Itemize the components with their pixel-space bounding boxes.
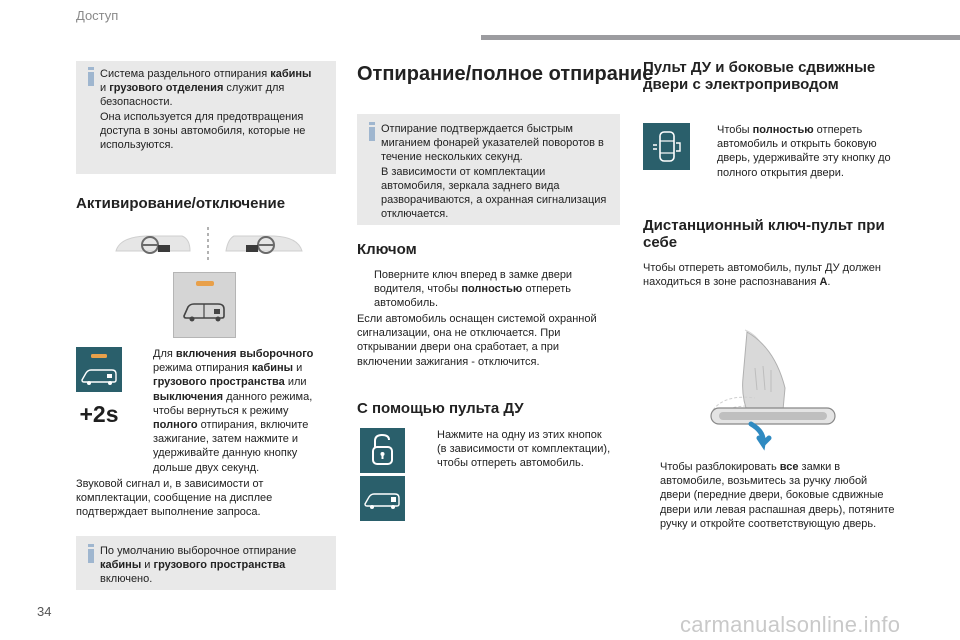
van-side-door-icon — [643, 123, 690, 170]
dashboard-icon — [110, 225, 306, 265]
bullet-remote: Нажмите на одну из этих кнопок (в зависимости от комплектации), чтобы отпереть автомобиль. — [437, 429, 611, 470]
bullet-sliding-door: Чтобы полностью отпереть автомобиль и открыть боковую дверь, удерживайте эту кнопку до полного открытия двери. — [717, 124, 891, 179]
bullet-activation: Для включения выборочного режима отпирания кабины и грузового пространства или выключения данного режима, чтобы вернуться к режиму полного отпирания, включите зажигание, затем нажмите и удерживайте данную кнопку дольше двух секунд. — [153, 348, 314, 474]
info-icon — [369, 122, 375, 141]
note-unlocking: Отпирание подтверждается быстрым миганием фонарей указателей поворотов в течение нескольких секунд. В зависимости от комплектации автомобиля, зеркала заднего вида разворачиваются, а охранная сигнализация отключается. — [357, 114, 620, 225]
page-number: 34 — [37, 604, 52, 619]
heading-unlocking: Отпирание/полное отпирание — [357, 63, 654, 85]
info-icon — [88, 544, 94, 563]
heading-activation: Активирование/отключение — [76, 195, 286, 212]
van-lock-icon — [360, 476, 405, 521]
paragraph-confirmation: Звуковой сигнал и, в зависимости от комплектации, сообщение на дисплее подтверждает выполнение запроса. — [76, 478, 273, 519]
heading-hands-free: Дистанционный ключ-пульт при себе — [643, 217, 885, 251]
note-top: Система раздельного отпирания кабины и грузового отделения служит для безопасности. Она используется для предотвращения доступа в зоны автомобиля, которые не используются. — [76, 61, 336, 174]
sliding-door-button-tile — [643, 123, 690, 170]
remote-unlock-button-tile — [360, 428, 405, 473]
padlock-open-icon — [360, 428, 405, 473]
hold-2-seconds-badge: +2s — [79, 401, 119, 427]
header-bar — [481, 35, 960, 40]
paragraph-detection-zone: Чтобы отпереть автомобиль, пульт ДУ должен находиться в зоне распознавания A. — [643, 262, 881, 289]
heading-remote: С помощью пульта ДУ — [357, 400, 524, 417]
heading-key: Ключом — [357, 241, 417, 258]
van-lock-icon — [174, 273, 235, 337]
selective-unlock-button-panel — [173, 272, 236, 338]
selective-unlock-button-tile — [76, 347, 122, 392]
van-lock-icon — [76, 347, 122, 392]
watermark: carmanualsonline.info — [680, 612, 901, 637]
hand-door-handle-icon — [705, 328, 845, 453]
remote-van-button-tile — [360, 476, 405, 521]
bullet-unlock-all: Чтобы разблокировать все замки в автомобиле, возьмитесь за ручку любой двери (передние двери, боковые сдвижные двери или левая распашная дверь), потяните ручку и откройте соответствующую дверь. — [660, 461, 895, 530]
section-title: Доступ — [76, 8, 119, 23]
heading-sliding-doors: Пульт ДУ и боковые сдвижные двери с электроприводом — [643, 59, 876, 93]
paragraph-alarm: Если автомобиль оснащен системой охранной сигнализации, она не отключается. При открывании двери она сработает, а при включении зажигания - отключится. — [357, 313, 597, 368]
info-icon — [88, 67, 94, 86]
bullet-key: Поверните ключ вперед в замке двери водителя, чтобы полностью отпереть автомобиль. — [374, 269, 573, 310]
note-bottom: По умолчанию выборочное отпирание кабины и грузового пространства включено. — [76, 536, 336, 590]
